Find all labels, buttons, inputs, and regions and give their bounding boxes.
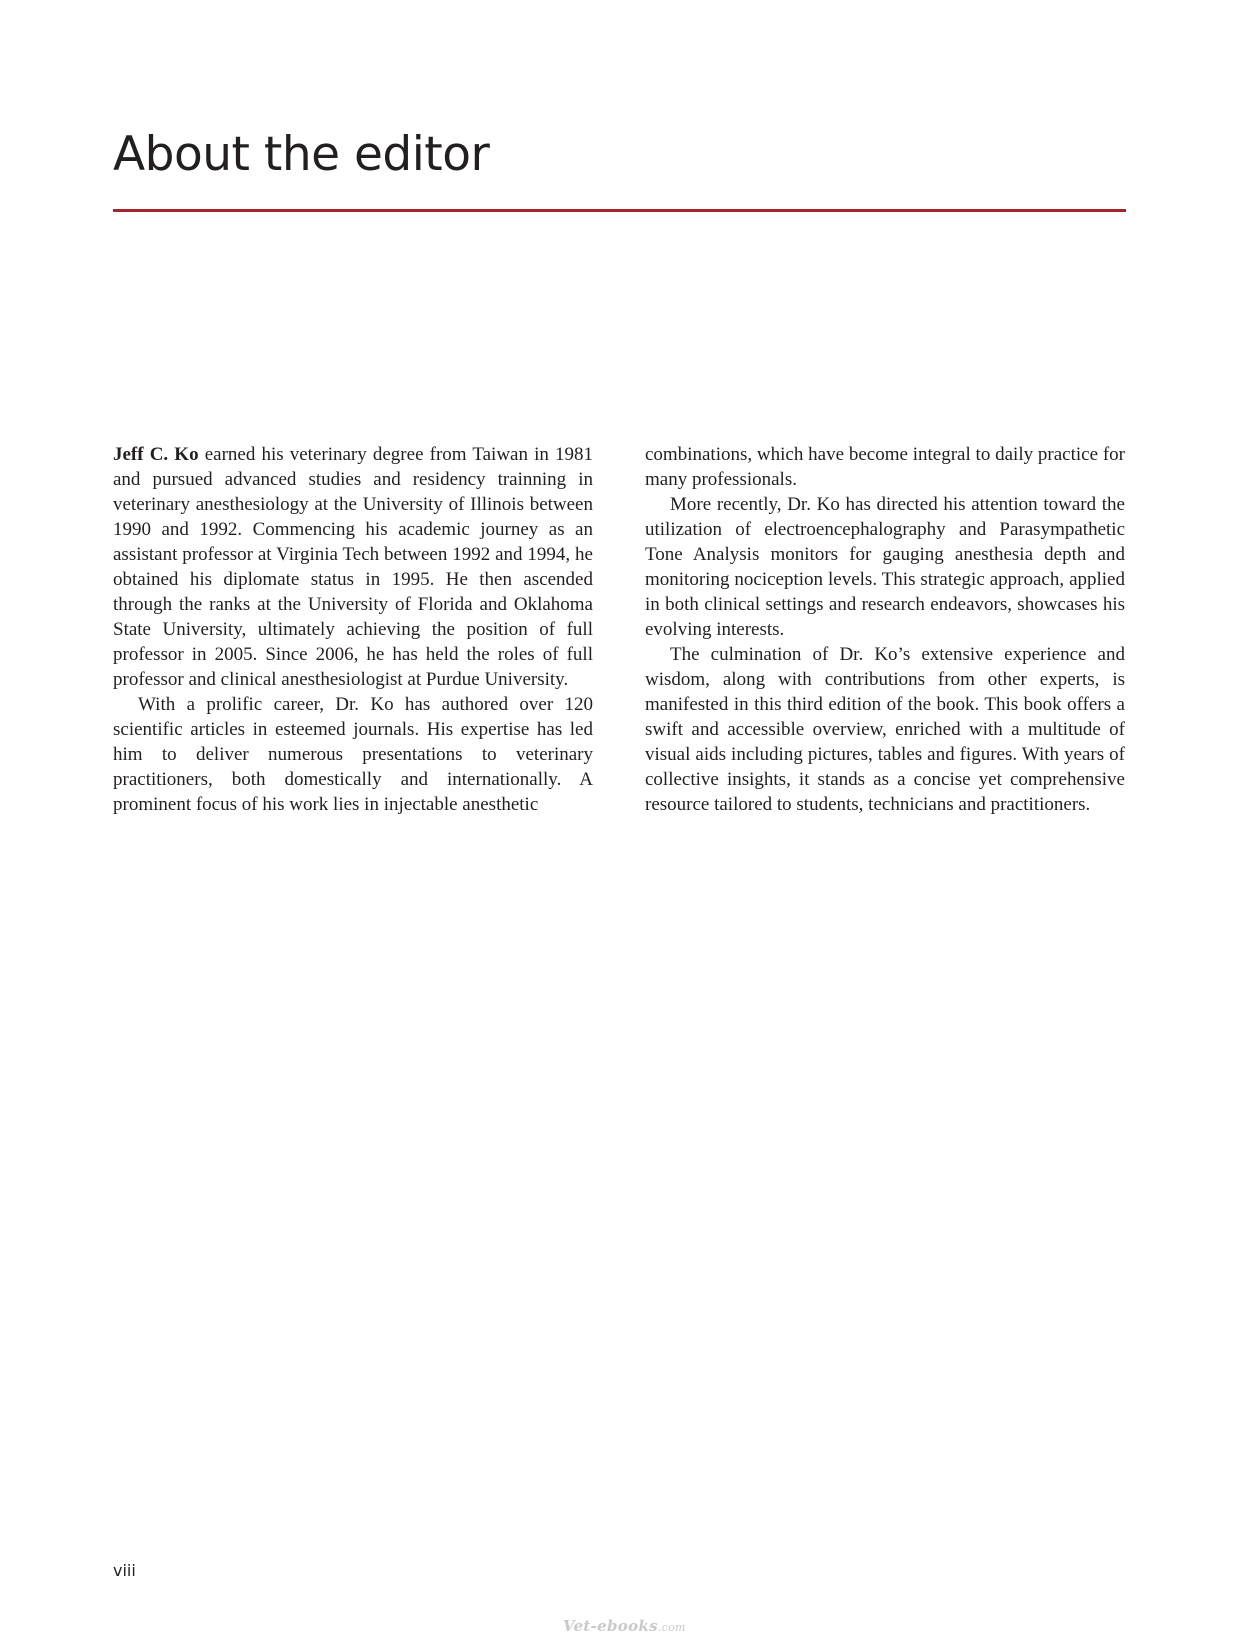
- paragraph: More recently, Dr. Ko has directed his attention toward the utilization of electroencephalography and Parasympathetic Tone Analysis monitors for gauging anesthesia depth and monitoring nociception levels. This strategic approach, applied in both clinical settings and research endeavors, showcases his evolving interests.: [645, 494, 1125, 640]
- paragraph-text: earned his veterinary degree from Taiwan in 1981 and pursued advanced studies and residency trainning in veterinary anesthesiology at the University of Illinois between 1990 and 1992. Commencing his academic journey as an assistant professor at Virginia Tech between 1992 and 1994, he obtained his diplomate status in 1995. He then ascended through the ranks at the University of Florida and Oklahoma State University, ultimately achieving the position of full professor in 2005. Since 2006, he has held the roles of full professor and clinical anesthesiologist at Purdue University.: [113, 444, 593, 690]
- watermark-logo: Vet-ebooks.com: [563, 1617, 686, 1635]
- page-number: viii: [113, 1561, 136, 1580]
- paragraph: The culmination of Dr. Ko’s extensive experience and wisdom, along with contributions from other experts, is manifested in this third edition of the book. This book offers a swift and accessible overview, enriched with a multitude of visual aids including pictures, tables and figures. With years of collective insights, it stands as a concise yet comprehensive resource tailored to students, technicians and practitioners.: [645, 644, 1125, 815]
- paragraph: combinations, which have become integral to daily practice for many professionals.: [645, 444, 1125, 490]
- body-column-right: [645, 442, 1125, 817]
- paragraph: With a prolific career, Dr. Ko has authored over 120 scientific articles in esteemed journals. His expertise has led him to deliver numerous presentations to veterinary practitioners, both domestically and internationally. A prominent focus of his work lies in injectable anesthetic: [113, 694, 593, 815]
- editor-name: Jeff C. Ko: [113, 444, 199, 465]
- paragraph: [113, 442, 593, 692]
- page-title: About the editor: [113, 127, 490, 182]
- body-column-left: [113, 442, 593, 817]
- title-divider: [113, 209, 1126, 212]
